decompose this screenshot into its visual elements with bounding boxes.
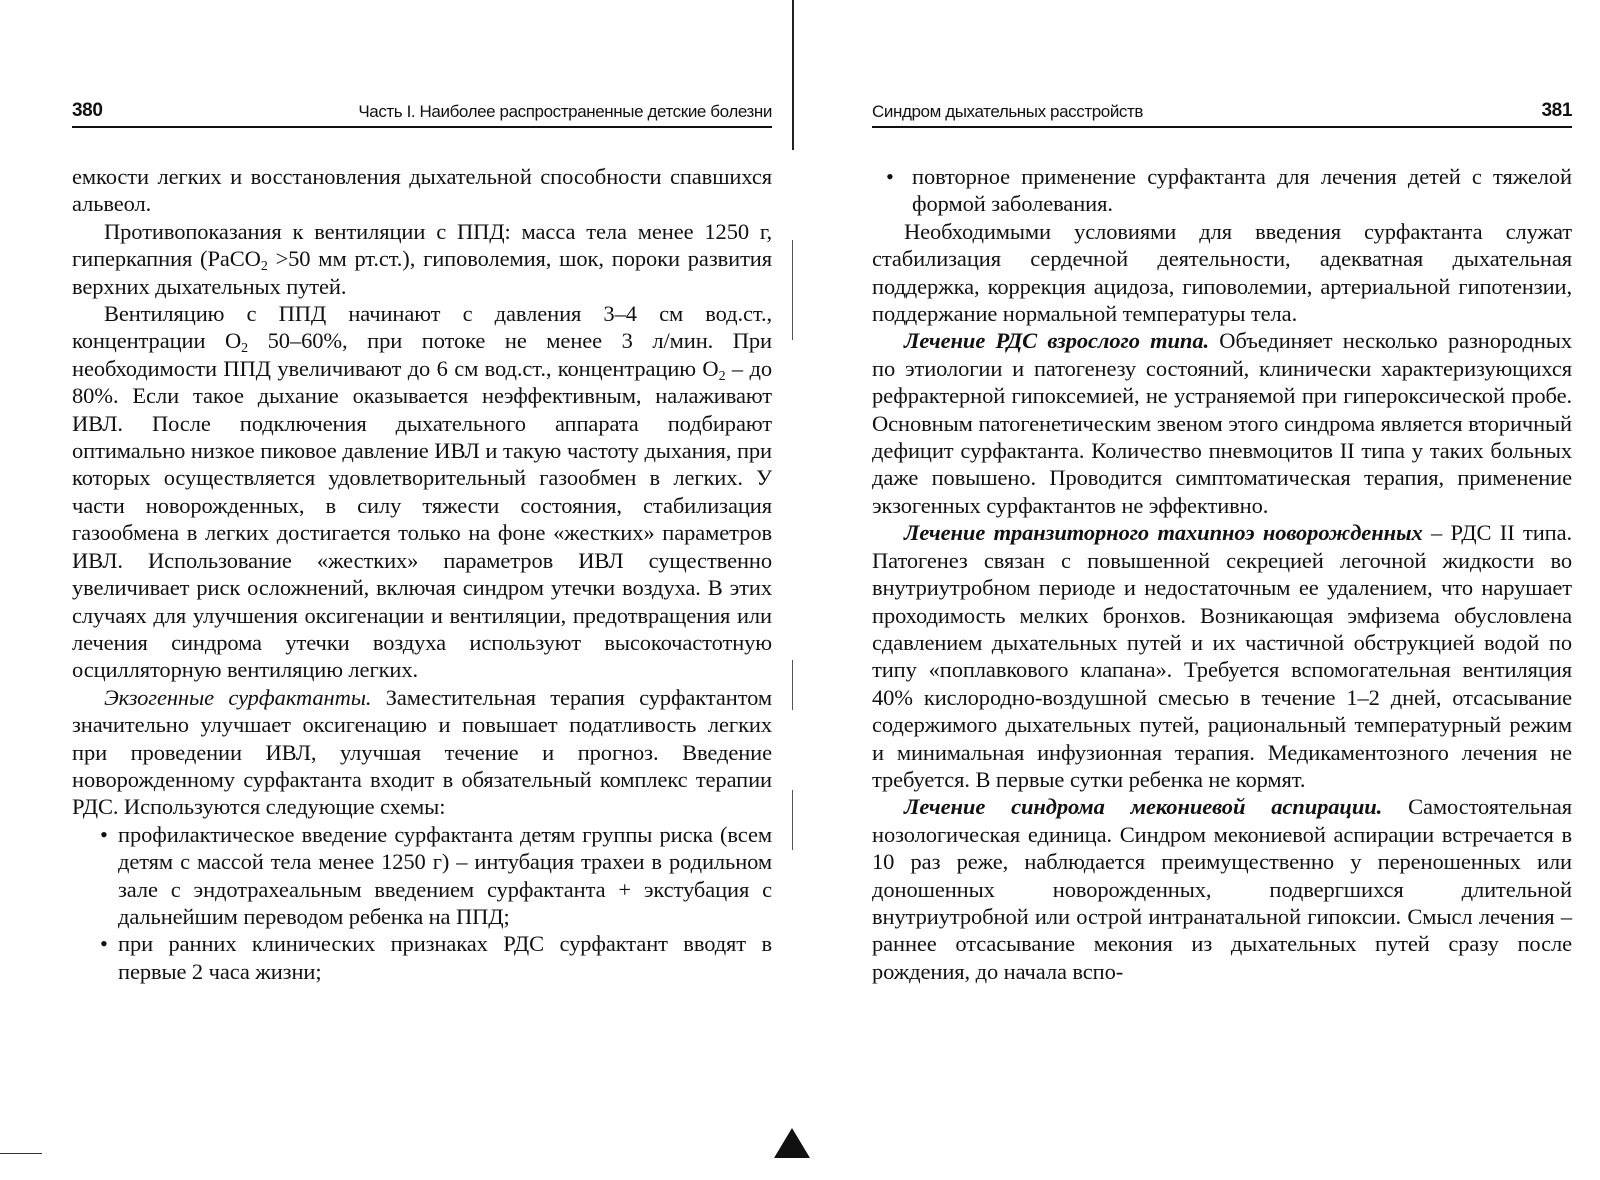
page-body — [72, 163, 772, 985]
list-item: • при ранних клинических признаках РДС сурфактант вводят в первые 2 часа жизни; — [72, 930, 772, 985]
section-heading: Экзогенные сурфактанты. — [104, 684, 372, 710]
paragraph: Вентиляцию с ППД начинают с давления 3–4 см вод.ст., концентрации $O_2$ 50–60%, при потоке не менее 3 л/мин. При необходимости ППД увеличивают до 6 см вод.ст., концентрацию $O_2$ – до 80%. Если такое дыхание оказывается неэффективным, налаживают ИВЛ. После подключения дыхательного аппарата подбирают оптимально низкое пиковое давление ИВЛ и такую частоту дыхания, при которых осуществляется удовлетворительный газообмен в легких. У части новорожденных, в силу тяжести состояния, стабилизация газообмена в легких достигается только на фоне «жестких» параметров ИВЛ. Использование «жестких» параметров ИВЛ существенно увеличивает риск осложнений, включая синдром утечки воздуха. В этих случаях для улучшения оксигенации и вентиляции, предотвращения или лечения синдрома утечки воздуха используют высокочастотную осцилляторную вентиляцию легких. — [72, 301, 772, 683]
left-page — [72, 0, 772, 1180]
page-number: 381 — [1541, 100, 1572, 121]
right-page — [872, 0, 1572, 1180]
page-number: 380 — [72, 100, 103, 121]
paragraph: Экзогенные сурфактанты. Заместительная терапия сурфактантом значительно улучшает оксигенацию и повышает податливость легких при проведении ИВЛ, улучшая течение и прогноз. Введение новорожденному сурфактанта входит в обязательный комплекс терапии РДС. Используются следующие схемы: — [72, 684, 772, 820]
section-heading: Лечение РДС взрослого типа. — [904, 328, 1210, 354]
section-heading: Лечение транзиторного тахипноэ новорожденных — [904, 520, 1423, 546]
list-item: • повторное применение сурфактанта для лечения детей с тяжелой формой заболевания. — [872, 163, 1572, 218]
section-heading: Лечение синдрома мекониевой аспирации. — [904, 794, 1383, 820]
running-head — [72, 98, 772, 128]
paragraph: Необходимыми условиями для введения сурфактанта служат стабилизация сердечной деятельности, адекватная дыхательная поддержка, коррекция ацидоза, гиповолемии, артериальной гипотензии, поддержание нормальной температуры тела. — [872, 218, 1572, 327]
bullet-list — [72, 821, 772, 985]
page-body — [872, 163, 1572, 985]
bullet-list — [872, 163, 1572, 218]
paragraph: емкости легких и восстановления дыхательной способности спавшихся альвеол. — [72, 164, 772, 217]
list-item: • профилактическое введение сурфактанта детям группы риска (всем детям с массой тела менее 1250 г) – интубация трахеи в родильном зале с эндотрахеальным введением сурфактанта + экстубация с дальнейшим переводом ребенка на ППД; — [72, 821, 772, 931]
running-title: Часть I. Наиболее распространенные детские болезни — [358, 102, 772, 121]
gutter-shadow — [792, 660, 793, 710]
running-title: Синдром дыхательных расстройств — [872, 102, 1144, 121]
gutter-shadow — [792, 790, 793, 850]
book-gutter — [792, 0, 794, 150]
paragraph: Лечение синдрома мекониевой аспирации. Самостоятельная нозологическая единица. Синдром мекониевой аспирации встречается в 10 раз реже, наблюдается преимущественно у переношенных или доношенных новорожденных, подвергшихся длительной внутриутробной или острой интранатальной гипоксии. Смысл лечения – раннее отсасывание мекония из дыхательных путей сразу после рождения, до начала вспо- — [872, 794, 1572, 984]
triangle-marker-icon — [774, 1128, 810, 1158]
scan-edge-line — [0, 1153, 42, 1154]
paragraph: Лечение транзиторного тахипноэ новорожденных – РДС II типа. Патогенез связан с повышенной секрецией легочной жидкости во внутриутробном периоде и недостаточным ее удалением, что нарушает проходимость мелких бронхов. Возникающая эмфизема обусловлена сдавлением дыхательных путей и их частичной обструкцией водой по типу «поплавкового клапана». Требуется вспомогательная вентиляция 40% кислородно-воздушной смесью в течение 1–2 дней, отсасывание содержимого дыхательных путей, рациональный температурный режим и минимальная инфузионная терапия. Медикаментозного лечения не требуется. В первые сутки ребенка не кормят. — [872, 520, 1572, 792]
paragraph: Противопоказания к вентиляции с ППД: масса тела менее 1250 г, гиперкапния (PaCO$_2$ >50 мм рт.ст.), гиповолемия, шок, пороки развития верхних дыхательных путей. — [72, 218, 772, 299]
gutter-shadow — [792, 240, 793, 340]
paragraph: Лечение РДС взрослого типа. Объединяет несколько разнородных по этиологии и патогенезу состояний, клинически характеризующихся рефрактерной гипоксемией, не устраняемой при гипероксической пробе. Основным патогенетическим звеном этого синдрома является вторичный дефицит сурфактанта. Количество пневмоцитов II типа у таких больных даже повышено. Проводится симптоматическая терапия, применение экзогенных сурфактантов не эффективно. — [872, 328, 1572, 518]
running-head — [872, 98, 1572, 128]
